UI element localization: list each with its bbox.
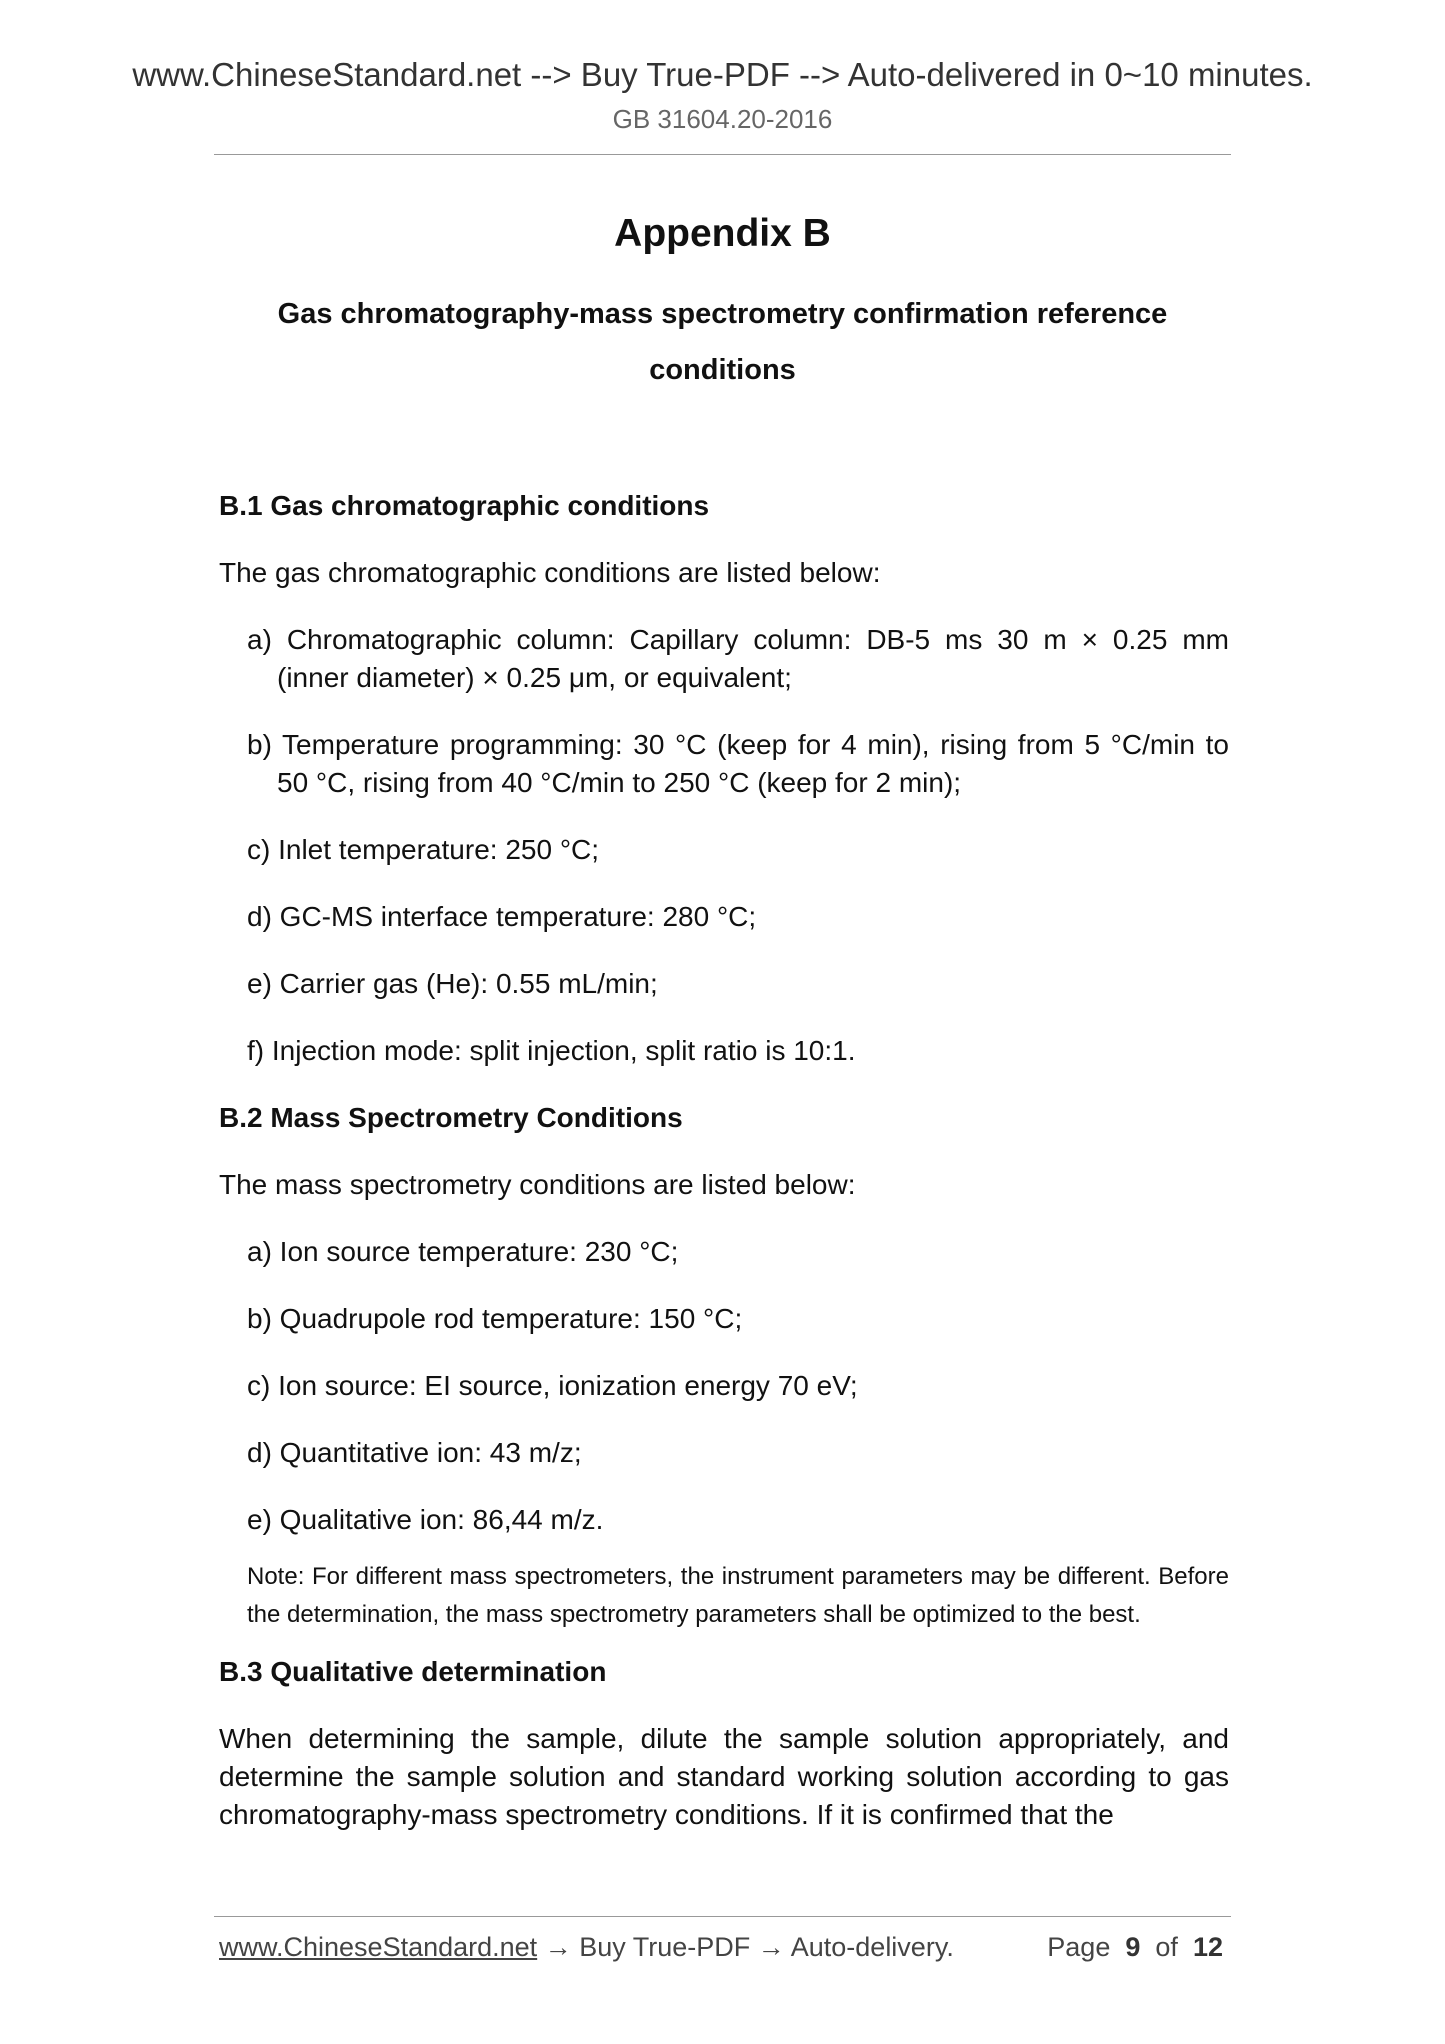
section-heading-b3: B.3 Qualitative determination	[219, 1656, 607, 1687]
note-text: Note: For different mass spectrometers, the instrument parameters may be different. Before the determination, the mass spectrometry parameters shall be optimized to the best.	[247, 1563, 1229, 1628]
of-label: of	[1155, 1932, 1178, 1962]
appendix-title: Appendix B	[614, 212, 831, 255]
footer	[219, 1932, 1229, 1963]
list-item: c) Ion source: EI source, ionization energy 70 eV;	[247, 1370, 858, 1401]
section-heading-b2: B.2 Mass Spectrometry Conditions	[219, 1102, 683, 1133]
footer-link[interactable]: www.ChineseStandard.net	[219, 1932, 538, 1962]
list-item: f) Injection mode: split injection, split ratio is 10:1.	[247, 1035, 856, 1066]
standard-number: GB 31604.20-2016	[612, 104, 833, 134]
list-item: d) Quantitative ion: 43 m/z;	[247, 1437, 582, 1468]
section-heading-b1: B.1 Gas chromatographic conditions	[219, 490, 710, 521]
footer-text: → Buy True-PDF → Auto-delivery.	[537, 1932, 954, 1962]
section-intro-b2: The mass spectrometry conditions are listed below:	[219, 1169, 856, 1200]
header-divider	[214, 154, 1231, 155]
page-total: 12	[1192, 1932, 1223, 1962]
list-item: d) GC-MS interface temperature: 280 °C;	[247, 901, 757, 932]
list-item: e) Carrier gas (He): 0.55 mL/min;	[247, 968, 658, 999]
list-item: b) Quadrupole rod temperature: 150 °C;	[247, 1303, 743, 1334]
page-label: Page	[1047, 1932, 1111, 1962]
header-banner[interactable]: www.ChineseStandard.net --> Buy True-PDF --> Auto-delivered in 0~10 minutes.	[132, 56, 1313, 93]
section-text-b3: When determining the sample, dilute the sample solution appropriately, and determine the sample solution and standard working solution according to gas chromatography-mass spectrometry conditions. If it is confirmed that the	[219, 1723, 1229, 1830]
appendix-subtitle: Gas chromatography-mass spectrometry confirmation reference conditions	[277, 298, 1168, 386]
page-number: 9	[1125, 1932, 1141, 1962]
footer-divider	[214, 1916, 1231, 1917]
list-item: a) Chromatographic column: Capillary column: DB-5 ms 30 m × 0.25 mm (inner diameter) × 0.25 μm, or equivalent;	[247, 624, 1229, 693]
list-item: b) Temperature programming: 30 °C (keep for 4 min), rising from 5 °C/min to 50 °C, rising from 40 °C/min to 250 °C (keep for 2 min);	[247, 729, 1229, 798]
list-item: e) Qualitative ion: 86,44 m/z.	[247, 1504, 604, 1535]
list-item: a) Ion source temperature: 230 °C;	[247, 1236, 679, 1267]
list-item: c) Inlet temperature: 250 °C;	[247, 834, 600, 865]
document-body	[219, 487, 1229, 1834]
page-indicator	[1047, 1932, 1223, 1963]
section-intro-b1: The gas chromatographic conditions are listed below:	[219, 557, 881, 588]
